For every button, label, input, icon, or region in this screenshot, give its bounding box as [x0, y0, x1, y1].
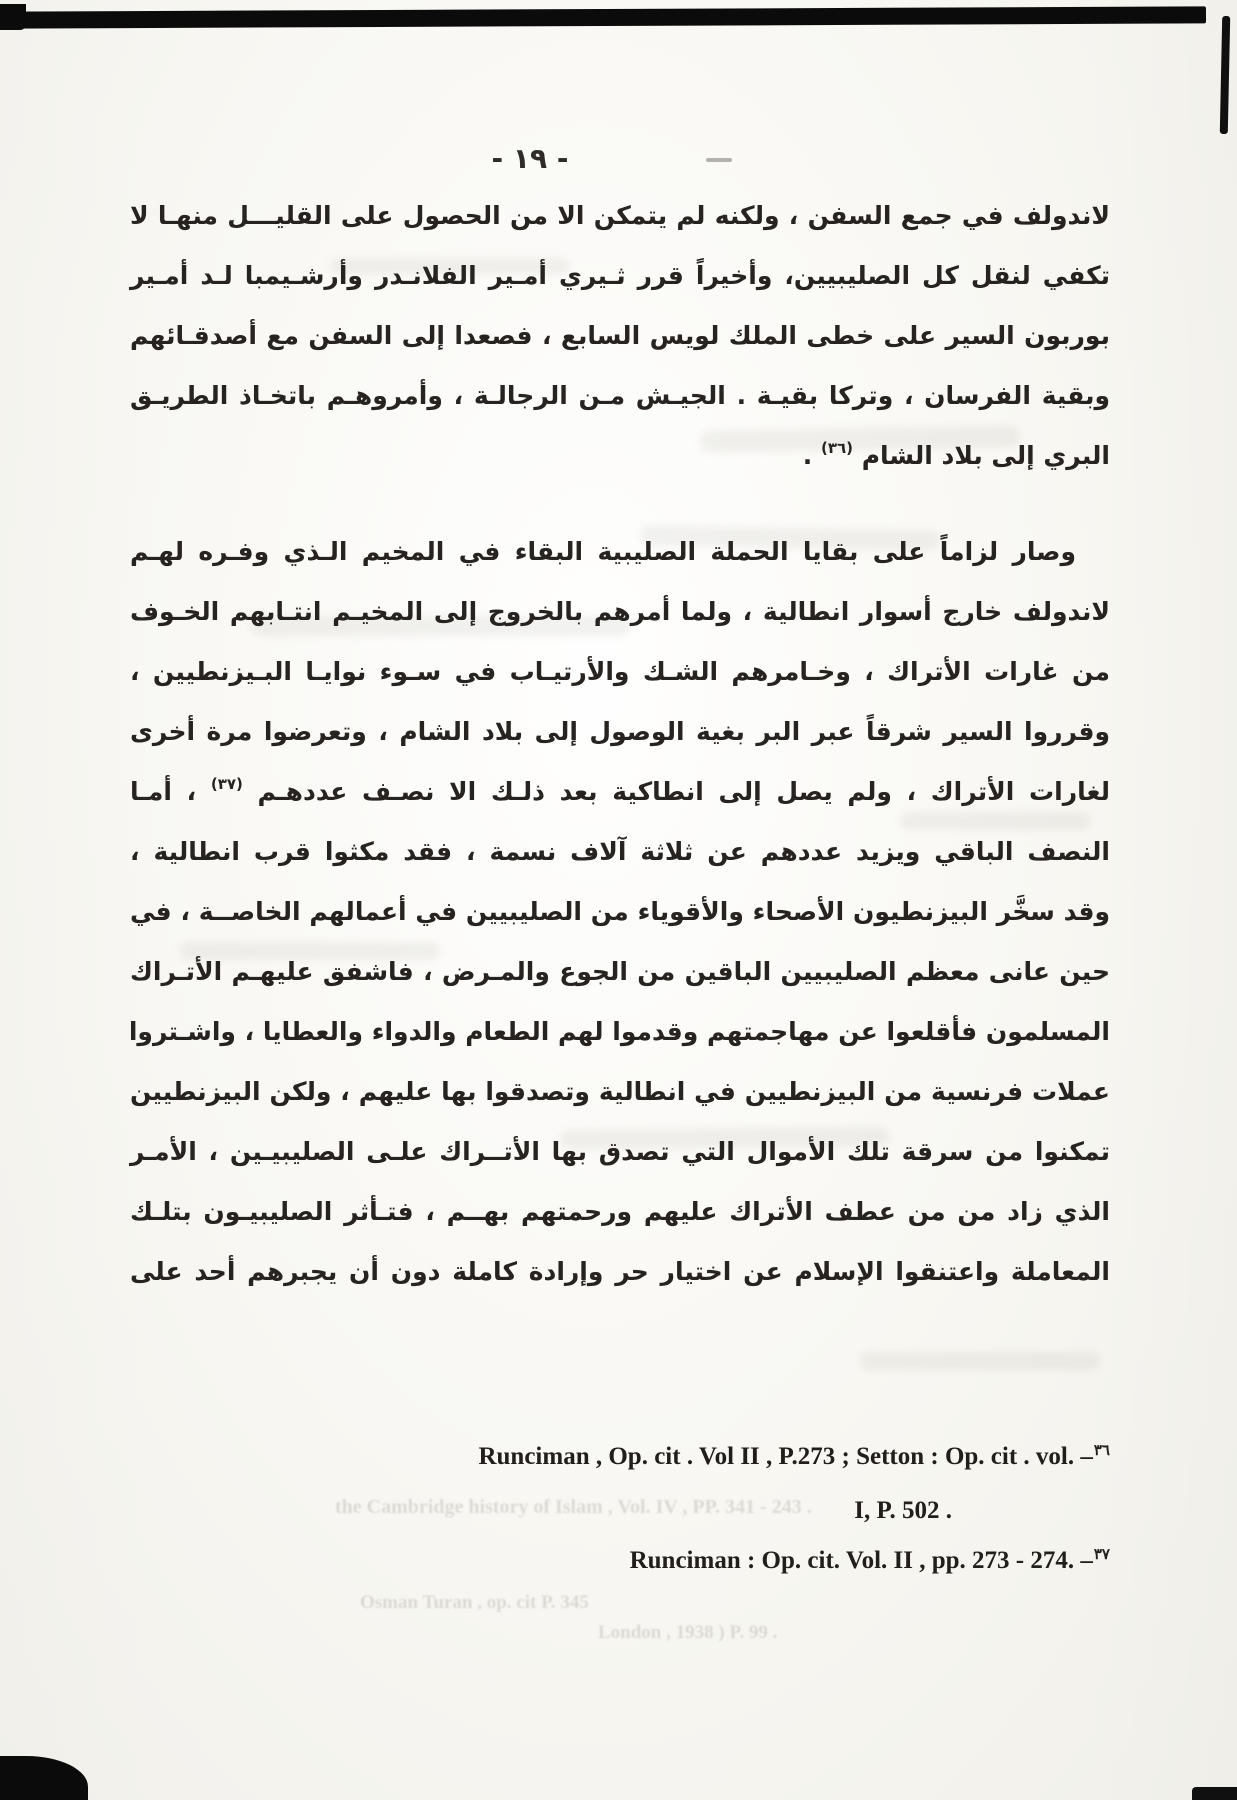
- line-text: لغارات الأتراك ، ولم يصل إلى انطاكية بعد ذلـك الا نصـف عددهـم: [242, 777, 1110, 806]
- text-line: [130, 246, 1110, 306]
- line-text: وقد سخَّر البيزنطيون الأصحاء والأقوياء من الصليبيين في أعمالهم الخاصــة ، في: [130, 897, 1110, 926]
- text-line: [130, 366, 1110, 426]
- bleed-through-text: the Cambridge history of Islam , Vol. IV , PP. 341 - 243 .: [335, 1496, 812, 1518]
- line-text: لاندولف خارج أسوار انطالية ، ولما أمرهم بالخروج إلى المخيـم انتـابهم الخـوف: [130, 597, 1110, 626]
- text-line: [130, 702, 1110, 762]
- scan-artifact-dash: [706, 158, 732, 162]
- bleed-through-text: London , 1938 ) P. 99 .: [598, 1622, 778, 1643]
- footnote-ref-37: (٣٧): [210, 775, 243, 793]
- text-line: [130, 426, 1110, 486]
- body-text: [130, 186, 1110, 1302]
- text-line: [130, 582, 1110, 642]
- line-text: .: [802, 441, 821, 470]
- footnote-text: Runciman , Op. cit . Vol II , P.273 ; Setton : Op. cit . vol. –: [478, 1443, 1093, 1470]
- line-text: تمكنوا من سرقة تلك الأموال التي تصدق بها الأتــراك علـى الصليبيـين ، الأمـر: [130, 1137, 1110, 1166]
- line-text: لاندولف في جمع السفن ، ولكنه لم يتمكن الا من الحصول على القليـــل منهـا لا: [130, 201, 1110, 230]
- text-line: [130, 306, 1110, 366]
- scan-artifact-top-bar: [6, 6, 1206, 28]
- footnote-number-37: ٣٧: [1093, 1547, 1110, 1563]
- text-line: [130, 522, 1110, 582]
- scan-artifact-right-edge: [1220, 16, 1230, 134]
- text-line: [130, 1002, 1110, 1062]
- line-text: الذي زاد من من عطف الأتراك عليهم ورحمتهم بهــم ، فتـأثر الصليبيـون بتلـك: [130, 1197, 1110, 1226]
- line-text: بوربون السير على خطى الملك لويس السابع ، فصعدا إلى السفن مع أصدقـائهم: [130, 321, 1110, 350]
- footnote-text: Runciman : Op. cit. Vol. II , pp. 273 - 274. –: [629, 1547, 1093, 1574]
- line-text: عملات فرنسية من البيزنطيين في انطالية وتصدقوا بها عليهم ، ولكن البيزنطيين: [130, 1077, 1110, 1106]
- footnote-37: [130, 1544, 1110, 1581]
- bleed-through-text: Osman Turan , op. cit P. 345: [360, 1592, 589, 1613]
- footnote-ref-36: (٣٦): [820, 439, 853, 457]
- scan-artifact-bottom-left: [0, 1756, 88, 1800]
- line-text: تكفي لنقل كل الصليبيين، وأخيراً قرر ثـيري أمـير الفلانـدر وأرشـيمبا لـد أمـير: [130, 261, 1110, 290]
- text-line: [130, 942, 1110, 1002]
- page-number: - ١٩ -: [491, 142, 569, 175]
- footnotes: [130, 1440, 1110, 1598]
- footnote-number-36: ٣٦: [1093, 1443, 1110, 1459]
- scan-artifact-top-left: [0, 4, 26, 30]
- text-line: [130, 822, 1110, 882]
- text-line: [130, 1062, 1110, 1122]
- text-line: [130, 186, 1110, 246]
- line-text: حين عانى معظم الصليبيين الباقين من الجوع والمـرض ، فاشفق عليهـم الأتـراك: [130, 957, 1110, 986]
- line-text: وصار لزاماً على بقايا الحملة الصليبية البقاء في المخيم الـذي وفـره لهـم: [130, 537, 1076, 566]
- text-line: [130, 1242, 1110, 1302]
- line-text: النصف الباقي ويزيد عددهم عن ثلاثة آلاف نسمة ، فقد مكثوا قرب انطالية ،: [130, 837, 1110, 866]
- line-text: المسلمون فأقلعوا عن مهاجمتهم وقدموا لهم الطعام والدواء والعطايا ، واشـتروا: [128, 1017, 1110, 1046]
- footnote-text: I, P. 502 .: [854, 1497, 952, 1524]
- line-text: ، أمـا: [130, 777, 211, 806]
- ink-bleed-smudge: [860, 1352, 1100, 1370]
- line-text: البري إلى بلاد الشام: [853, 441, 1110, 470]
- footnote-36: [130, 1440, 1110, 1477]
- scan-artifact-bottom-right: [1192, 1787, 1237, 1800]
- line-text: من غارات الأتراك ، وخـامرهم الشـك والأرتيـاب في سـوء نوايـا البـيزنطيين ،: [130, 657, 1110, 686]
- line-text: المعاملة واعتنقوا الإسلام عن اختيار حر وإرادة كاملة دون أن يجبرهم أحد على: [130, 1257, 1110, 1286]
- line-text: وقرروا السير شرقاً عبر البر بغية الوصول إلى بلاد الشام ، وتعرضوا مرة أخرى: [130, 717, 1110, 746]
- text-line: [130, 882, 1110, 942]
- line-text: وبقية الفرسان ، وتركا بقيـة . الجيـش مـن الرجالـة ، وأمروهـم باتخـاذ الطريـق: [130, 381, 1110, 410]
- text-line: [130, 642, 1110, 702]
- text-line: [130, 762, 1110, 822]
- text-line: [130, 1182, 1110, 1242]
- text-line: [130, 1122, 1110, 1182]
